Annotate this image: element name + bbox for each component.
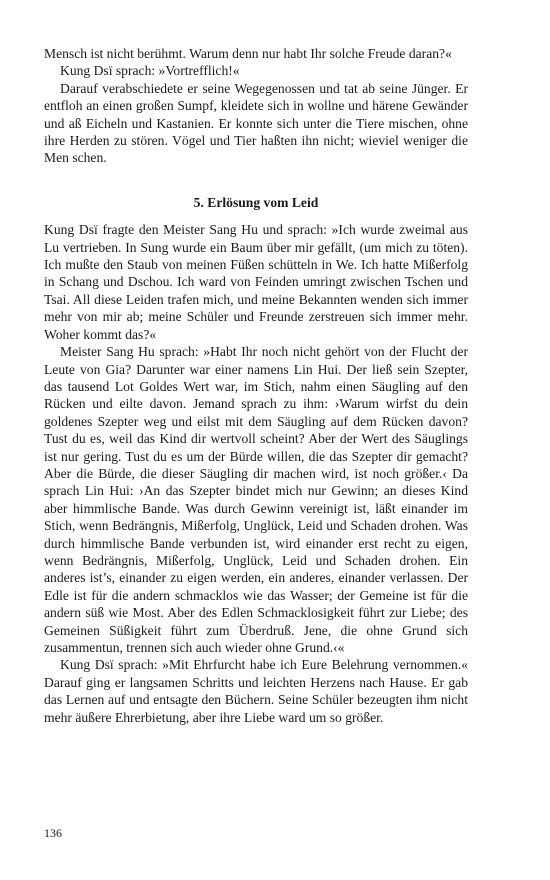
paragraph: Meister Sang Hu sprach: »Habt Ihr noch nicht gehört von der Flucht der Leute von Gia? Darunter war einer namens Lin Hui. Der ließ sein Szepter, das tausend Lot Goldes Wert war, im Stich, nahm einen Säugling auf den Rücken und eilte davon. Jemand sprach zu ihm: ›Warum wirfst du dein goldenes Szepter weg und eilst mit dem Säugling auf dem Rücken davon? Tust du es, weil das Kind dir wertvoll scheint? Aber der Wert des Säuglings ist nur gering. Tust du es um der Bürde willen, die das Szepter dir gemacht? Aber die Bürde, die dieser Säugling dir machen wird, ist noch größer.‹ Da sprach Lin Hui: ›An das Szepter bindet mich nur Gewinn; an dieses Kind aber himmlische Bande. Was durch Gewinn vereinigt ist, läßt einander im Stich, wenn Bedrängnis, Mißerfolg, Unglück, Leid und Schaden drohen. Was durch himmlische Bande verbunden ist, wird einander erst recht zu eigen, wenn Bedrängnis, Mißerfolg, Unglück, Leid und Schaden drohen. Ein anderes ist’s, einander zu eigen werden, ein anderes, einander verlassen. Der Edle ist für die andern schmacklos wie das Wasser; der Gemeine ist für die andern süß wie Most. Aber des Edlen Schmacklosigkeit führt zur Liebe; des Gemeinen Süßigkeit führt zum Überdruß. Jene, die ohne Grund sich zusammentun, trennen sich auch wieder ohne Grund.‹« bbox=[44, 344, 468, 655]
page-body bbox=[44, 45, 468, 726]
paragraph: Darauf verabschiedete er seine Wegegenossen und tat ab seine Jünger. Er entfloh an einen großen Sumpf, kleidete sich in wollne und härene Gewänder und aß Eicheln und Kastanien. Er konnte sich unter die Tiere mischen, ohne ihre Herden zu stören. Vögel und Tier haßten ihn nicht; wieviel weniger die Men schen. bbox=[44, 80, 468, 166]
paragraph: Kung Dsï fragte den Meister Sang Hu und sprach: »Ich wurde zweimal aus Lu vertrieben. In Sung wurde ein Baum über mir gefällt, (um mich zu töten). Ich mußte den Staub von meinen Füßen schütteln in We. Ich hatte Mißerfolg in Schang und Dschou. Ich ward von Feinden umringt zwischen Tschen und Tsai. All diese Leiden trafen mich, und meine Bekannten wenden sich immer mehr von mir ab; meine Schüler und Freunde zerstreuen sich immer mehr. Woher kommt das?« bbox=[44, 222, 468, 342]
paragraph: Mensch ist nicht berühmt. Warum denn nur habt Ihr solche Freude daran?« bbox=[44, 46, 452, 61]
section-title: 5. Erlösung vom Leid bbox=[193, 194, 319, 210]
paragraph: Kung Dsï sprach: »Vortrefflich!« bbox=[60, 63, 240, 79]
paragraph: Kung Dsï sprach: »Mit Ehrfurcht habe ich Eure Belehrung vernommen.« Darauf ging er langsamen Schritts und leichten Herzens nach Hause. Er gab das Lernen auf und entsagte den Büchern. Seine Schüler bezeugten ihm nicht mehr äußere Ehrerbietung, aber ihre Liebe ward um so größer. bbox=[44, 657, 468, 725]
page-number: 136 bbox=[44, 826, 62, 840]
